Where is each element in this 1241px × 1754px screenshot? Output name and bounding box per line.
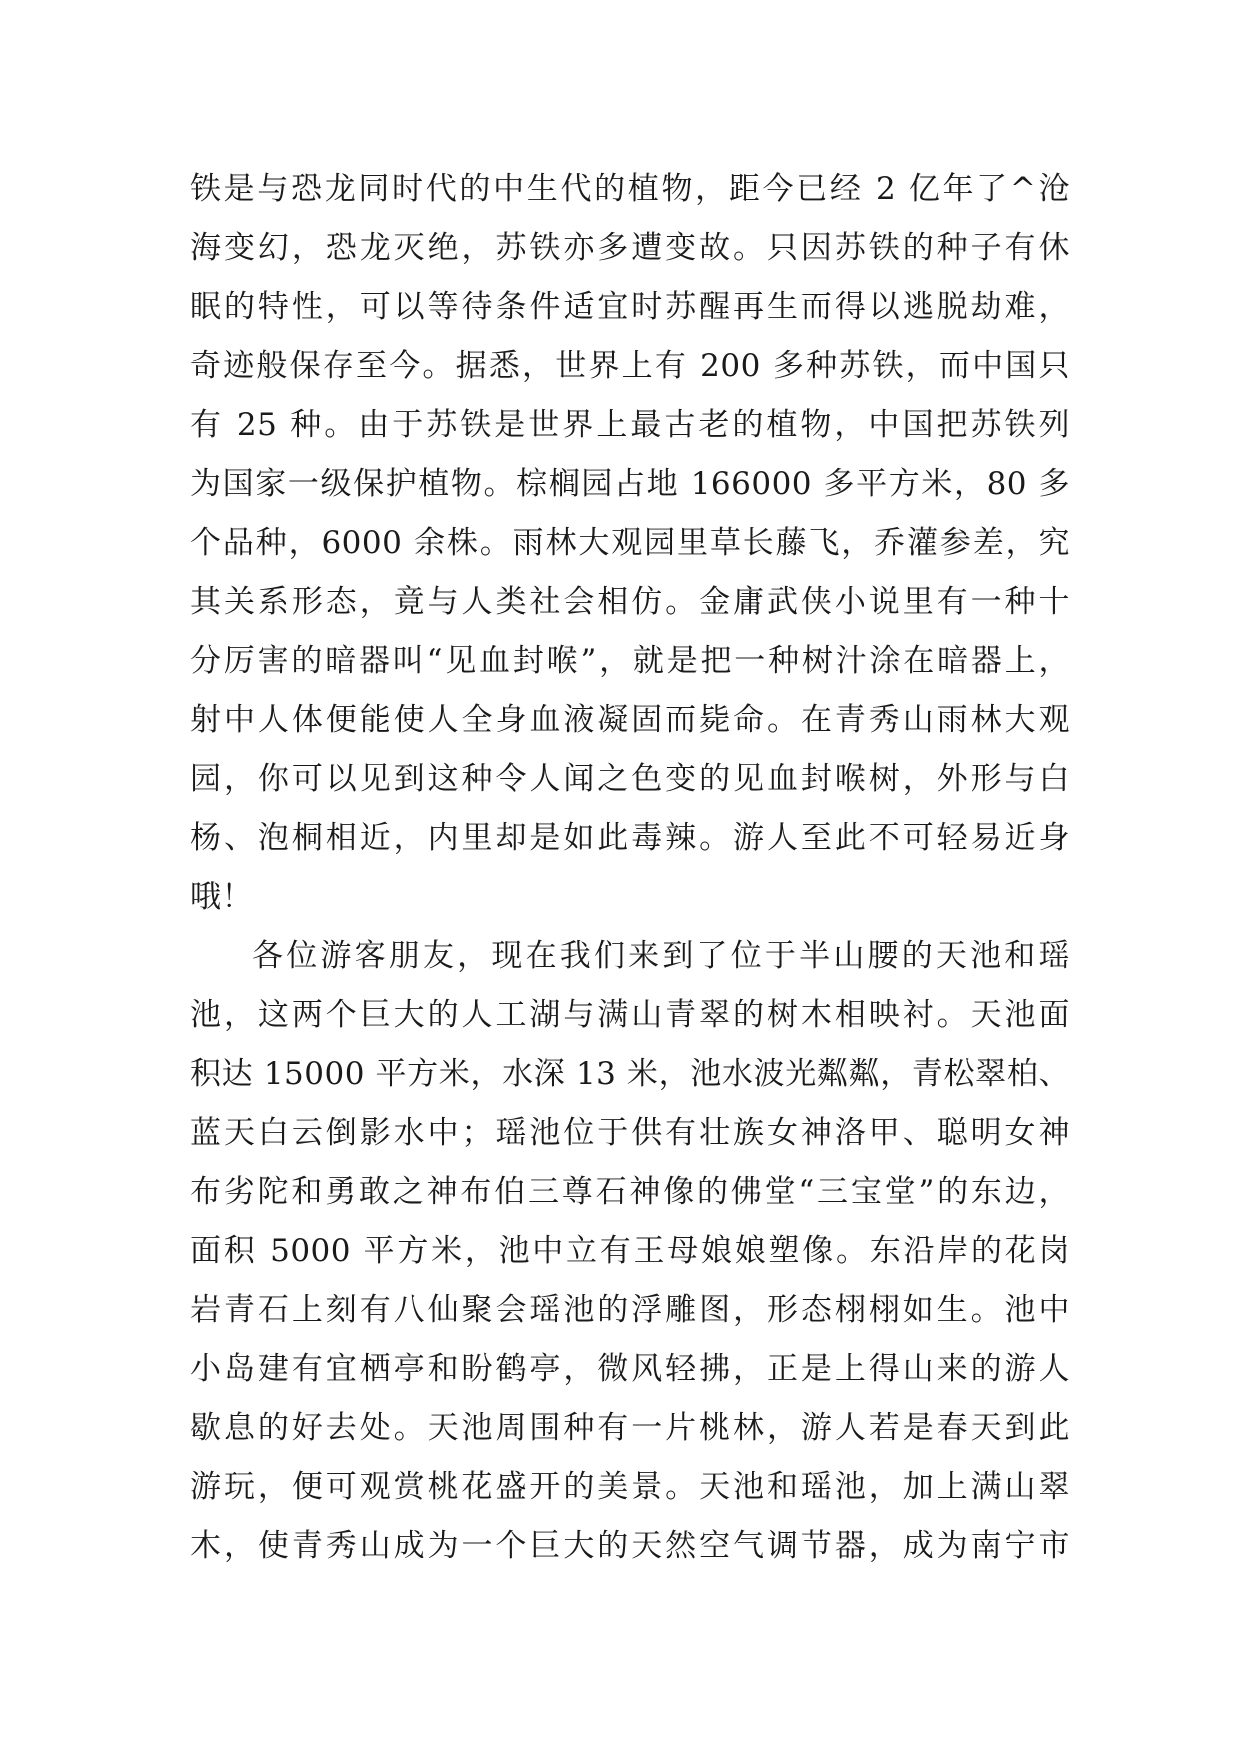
text-line: 海变幻，恐龙灭绝，苏铁亦多遭变故。只因苏铁的种子有休 <box>190 230 1070 266</box>
text-line: 杨、泡桐相近，内里却是如此毒辣。游人至此不可轻易近身 <box>190 820 1070 856</box>
text-line: 游玩，便可观赏桃花盛开的美景。天池和瑶池，加上满山翠 <box>190 1469 1070 1505</box>
text-line: 积达 15000 平方米，水深 13 米，池水波光粼粼，青松翠柏、 <box>190 1056 1070 1092</box>
text-line: 奇迹般保存至今。据悉，世界上有 200 多种苏铁，而中国只 <box>190 348 1070 384</box>
text-line: 岩青石上刻有八仙聚会瑶池的浮雕图，形态栩栩如生。池中 <box>190 1292 1070 1328</box>
text-line: 个品种，6000 余株。雨林大观园里草长藤飞，乔灌参差，究 <box>190 525 1070 561</box>
text-line: 其关系形态，竟与人类社会相仿。金庸武侠小说里有一种十 <box>190 584 1070 620</box>
text-line: 小岛建有宜栖亭和盼鹤亭，微风轻拂，正是上得山来的游人 <box>190 1351 1070 1387</box>
paragraph-rainforest <box>190 160 1070 927</box>
paragraph-tianchi-yaochi <box>190 927 1070 1576</box>
text-line: 铁是与恐龙同时代的中生代的植物，距今已经 2 亿年了^沧 <box>190 171 1070 207</box>
text-line: 有 25 种。由于苏铁是世界上最古老的植物，中国把苏铁列 <box>190 407 1070 443</box>
text-line: 为国家一级保护植物。棕榈园占地 166000 多平方米，80 多 <box>190 466 1070 502</box>
text-line: 各位游客朋友，现在我们来到了位于半山腰的天池和瑶 <box>252 938 1070 974</box>
text-line: 木，使青秀山成为一个巨大的天然空气调节器，成为南宁市 <box>190 1528 1070 1564</box>
text-line: 射中人体便能使人全身血液凝固而毙命。在青秀山雨林大观 <box>190 702 1070 738</box>
text-line: 哦！ <box>190 879 253 915</box>
text-line: 面积 5000 平方米，池中立有王母娘娘塑像。东沿岸的花岗 <box>190 1233 1070 1269</box>
text-line: 池，这两个巨大的人工湖与满山青翠的树木相映衬。天池面 <box>190 997 1070 1033</box>
body-text <box>190 160 1070 1576</box>
text-line: 园，你可以见到这种令人闻之色变的见血封喉树，外形与白 <box>190 761 1070 797</box>
text-line: 分厉害的暗器叫“见血封喉”，就是把一种树汁涂在暗器上， <box>190 643 1070 679</box>
text-line: 布劣陀和勇敢之神布伯三尊石神像的佛堂“三宝堂”的东边， <box>190 1174 1070 1210</box>
text-line: 歇息的好去处。天池周围种有一片桃林，游人若是春天到此 <box>190 1410 1070 1446</box>
text-line: 蓝天白云倒影水中；瑶池位于供有壮族女神洛甲、聪明女神 <box>190 1115 1070 1151</box>
text-line: 眠的特性，可以等待条件适宜时苏醒再生而得以逃脱劫难， <box>190 289 1070 325</box>
